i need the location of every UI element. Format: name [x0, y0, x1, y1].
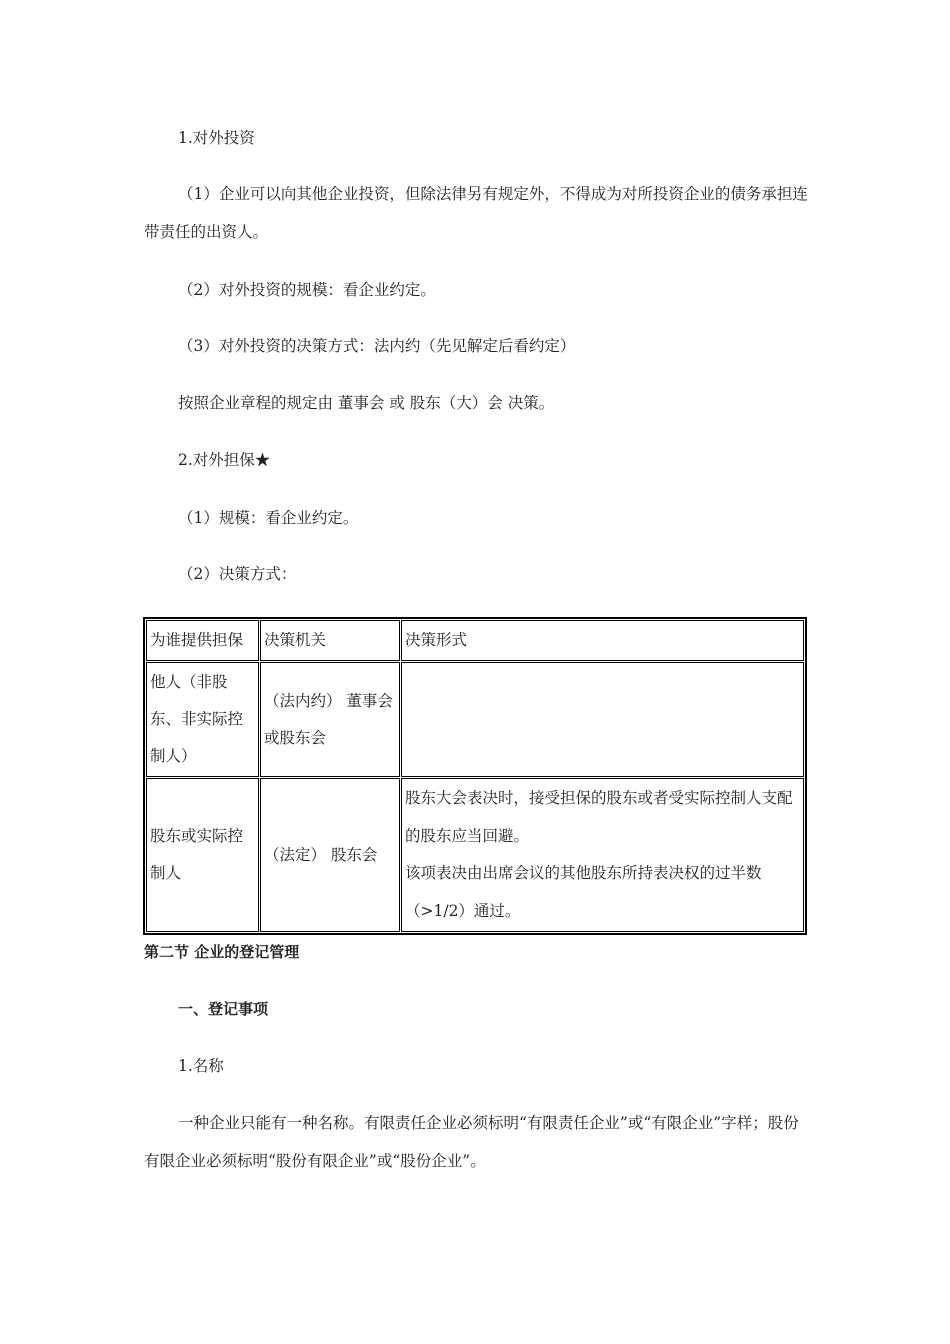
table-row: [146, 778, 804, 932]
table-header-row: [146, 620, 804, 661]
heading-external-guarantee: 2.对外担保★: [178, 451, 271, 469]
paragraph-investment-1: （1）企业可以向其他企业投资，但除法律另有规定外，不得成为对所投资企业的债务承担连带责任的出资人。: [144, 185, 808, 241]
paragraph-investment-2: （2）对外投资的规模：看企业约定。: [178, 281, 436, 299]
table-header-party: 为谁提供担保: [146, 620, 259, 661]
paragraph-name-1: 一种企业只能有一种名称。有限责任企业必须标明“有限责任企业”或“有限企业”字样；股份有限企业必须标明“股份有限企业”或“股份企业”。: [144, 1114, 799, 1170]
table-cell-party: 他人（非股东、非实际控制人）: [146, 662, 259, 777]
table-header-organ: 决策机关: [260, 620, 400, 661]
paragraph-guarantee-1: （1）规模：看企业约定。: [178, 509, 359, 527]
heading-external-investment: 1.对外投资: [178, 129, 255, 147]
table-header-form: 决策形式: [401, 620, 804, 661]
table-cell-form: [401, 662, 804, 777]
table-cell-party: 股东或实际控制人: [146, 778, 259, 932]
sub-heading: 一、登记事项: [178, 1000, 269, 1018]
guarantee-decision-table: [143, 617, 807, 935]
paragraph-investment-4: 按照企业章程的规定由 董事会 或 股东（大）会 决策。: [178, 394, 555, 412]
paragraph-investment-3: （3）对外投资的决策方式：法内约（先见解定后看约定）: [178, 337, 576, 355]
form-text-1: 股东大会表决时，接受担保的股东或者受实际控制人支配的股东应当回避。: [405, 789, 793, 845]
form-text-2: 该项表决由出席会议的其他股东所持表决权的过半数（>1/2）通过。: [405, 864, 762, 920]
paragraph-guarantee-2: （2）决策方式：: [178, 565, 297, 583]
table-cell-form: [401, 778, 804, 932]
heading-name: 1.名称: [178, 1057, 224, 1075]
table-row: [146, 662, 804, 777]
section-heading: 第二节 企业的登记管理: [144, 943, 300, 961]
table-cell-organ: （法定） 股东会: [260, 778, 400, 932]
table-cell-organ: （法内约） 董事会或股东会: [260, 662, 400, 777]
